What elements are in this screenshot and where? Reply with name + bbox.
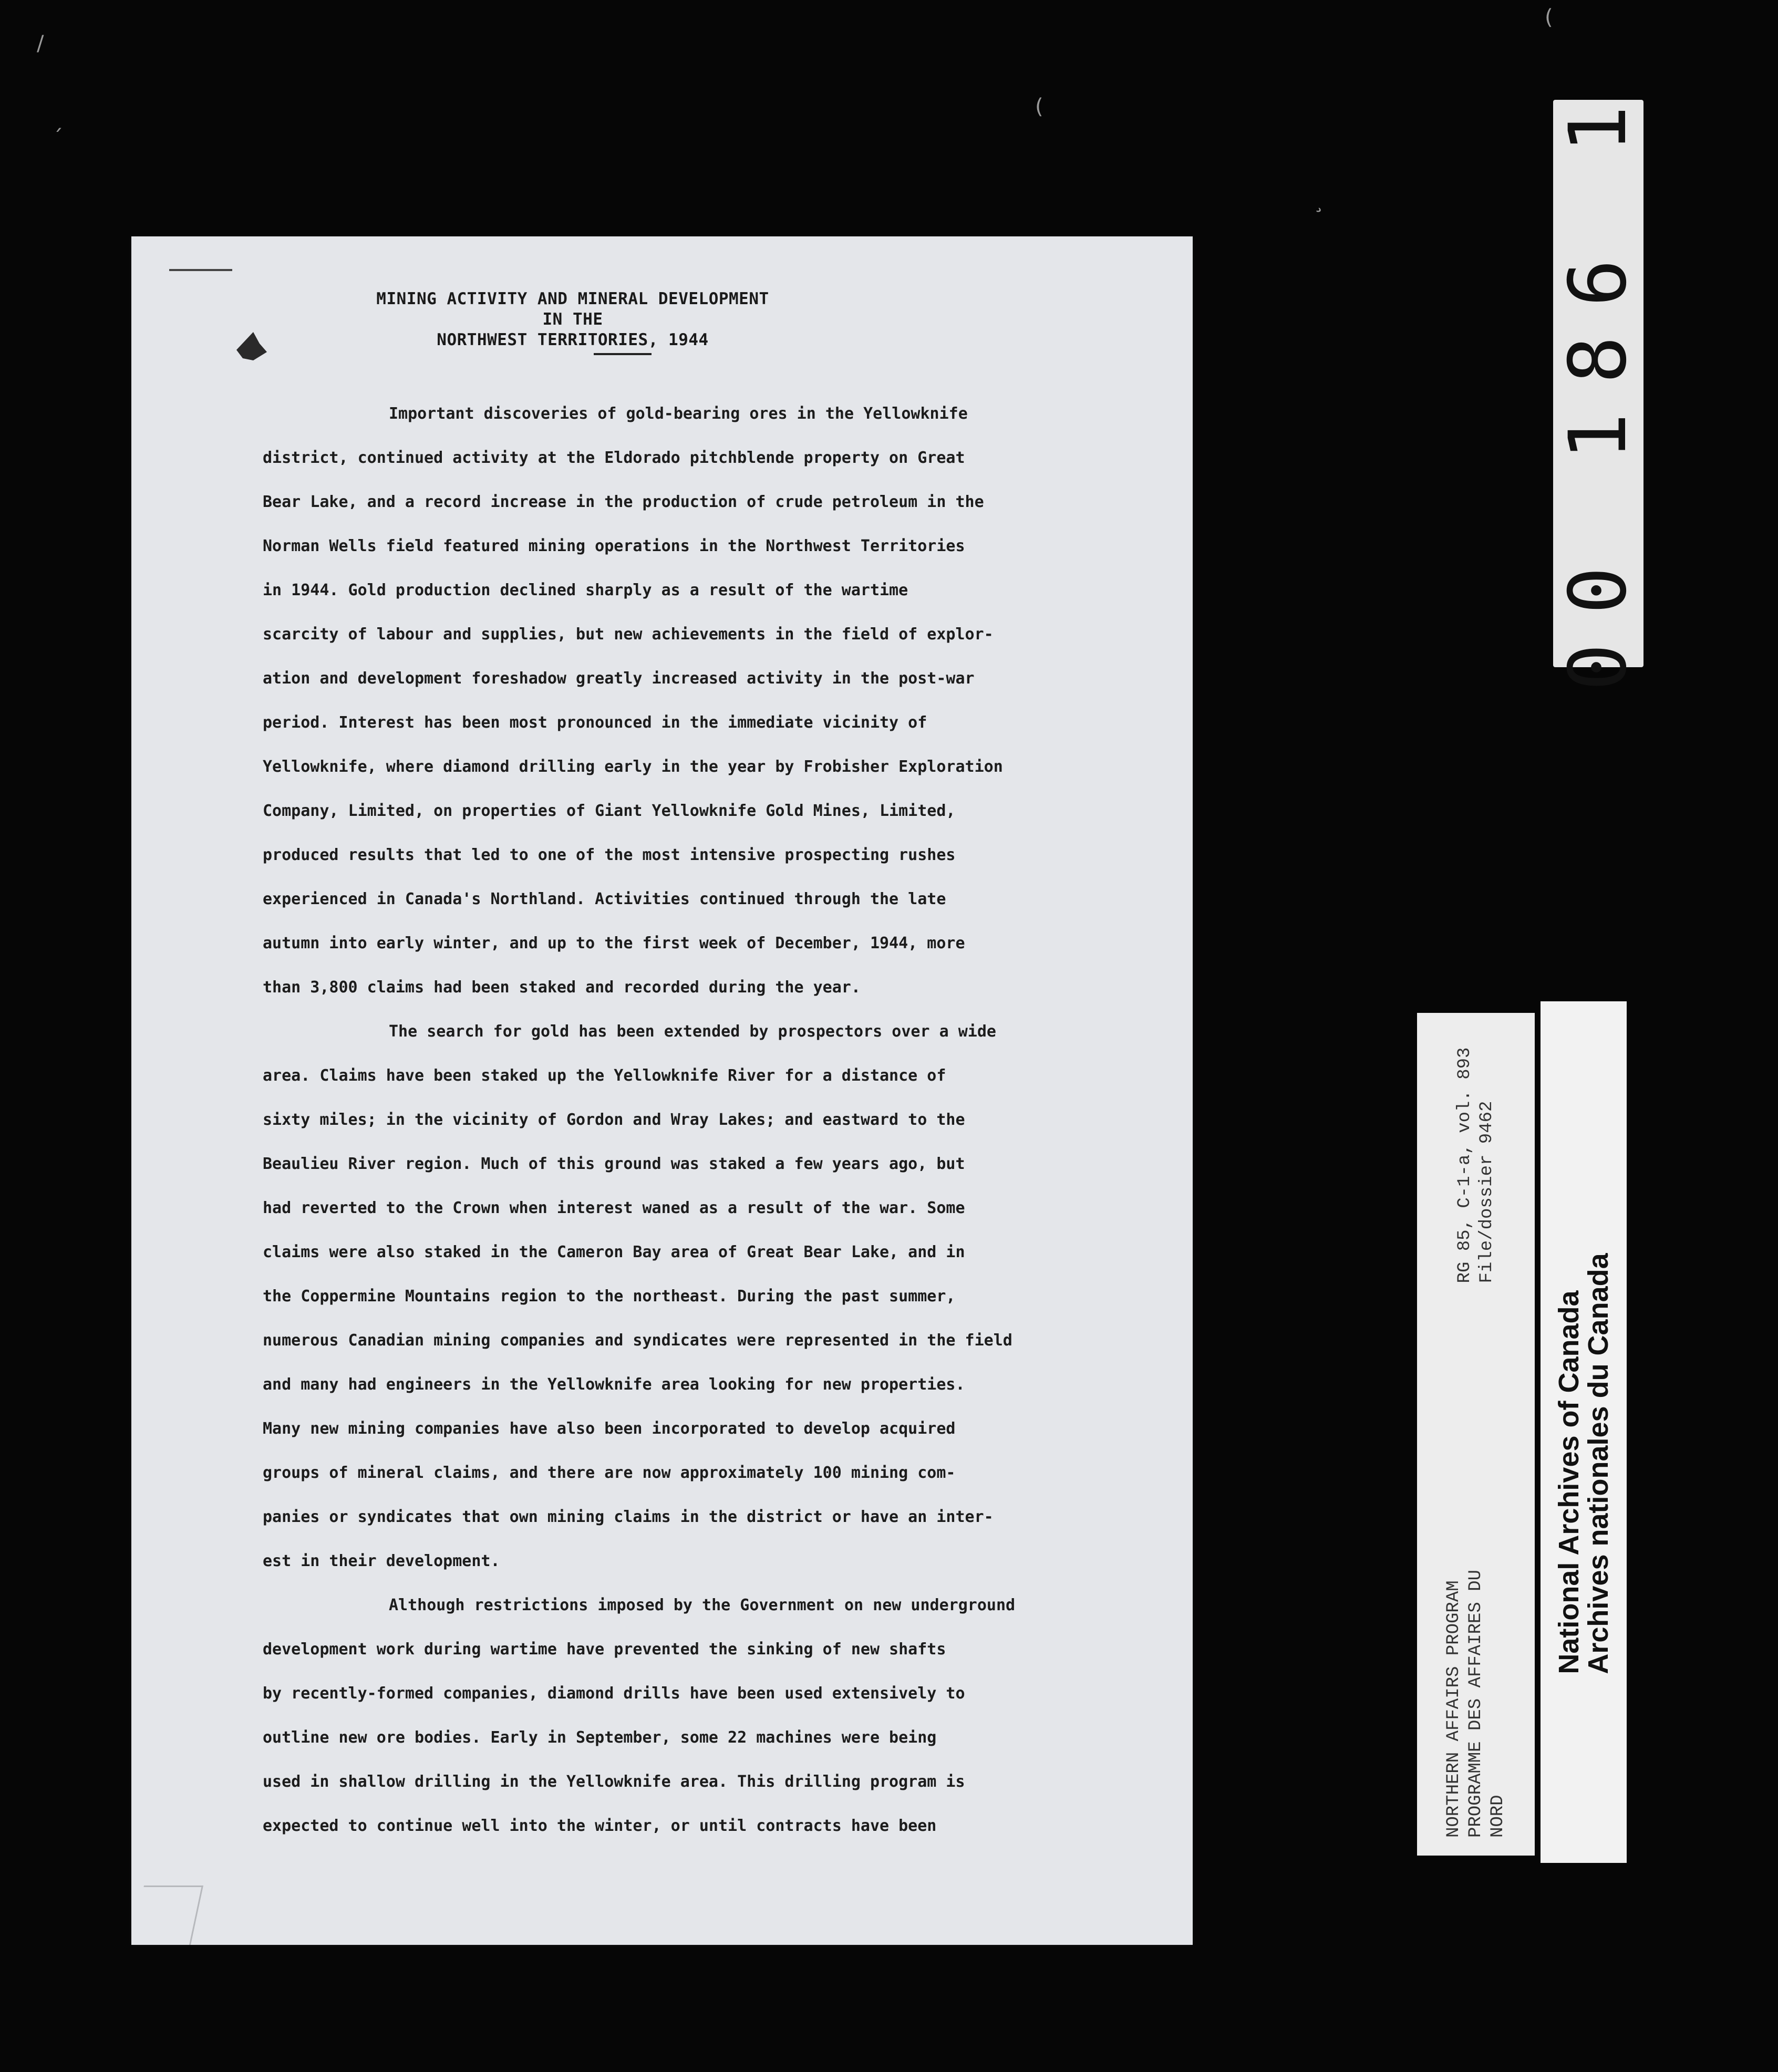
text-line: outline new ore bodies. Early in September, some 22 machines were being [263,1728,937,1747]
text-line: development work during wartime have prevented the sinking of new shafts [263,1640,946,1659]
text-line: Company, Limited, on properties of Giant Yellowknife Gold Mines, Limited, [263,802,956,820]
control-number: 00 186 1 [1553,76,1644,691]
text-line: by recently-formed companies, diamond drills have been used extensively to [263,1684,965,1703]
reference-line: PROGRAMME DES AFFAIRES DU [1466,1569,1486,1838]
document-body [263,392,1135,1848]
archive-name [1554,1253,1613,1674]
text-line: area. Claims have been staked up the Yellowknife River for a distance of [263,1066,946,1085]
text-line: Many new mining companies have also been incorporated to develop acquired [263,1420,956,1438]
text-line: Beaulieu River region. Much of this ground was staked a few years ago, but [263,1155,965,1173]
text-line: autumn into early winter, and up to the first week of December, 1944, more [263,934,965,952]
text-line: panies or syndicates that own mining claims in the district or have an inter- [263,1508,994,1526]
film-speck: ¸ [1314,189,1324,213]
text-line: The search for gold has been extended by prospectors over a wide [389,1022,996,1041]
archival-reference-label [1417,1013,1535,1856]
text-line: claims were also staked in the Cameron Bay area of Great Bear Lake, and in [263,1243,965,1261]
reference-line: NORD [1488,1795,1508,1838]
text-line: est in their development. [263,1552,500,1570]
archive-name-line: Archives nationales du Canada [1583,1253,1614,1674]
text-line: scarcity of labour and supplies, but new achievements in the field of explor- [263,625,994,644]
text-line: sixty miles; in the vicinity of Gordon and Wray Lakes; and eastward to the [263,1111,965,1129]
text-line: Yellowknife, where diamond drilling early in the year by Frobisher Exploration [263,758,1003,776]
title-line: IN THE [542,310,603,329]
text-line: Important discoveries of gold-bearing ores in the Yellowknife [389,405,968,423]
text-line: produced results that led to one of the most intensive prospecting rushes [263,846,956,864]
document-title [263,289,883,350]
text-line: Although restrictions imposed by the Government on new underground [389,1596,1016,1614]
film-speck: ( [1035,95,1043,119]
text-line: the Coppermine Mountains region to the northeast. During the past summer, [263,1287,956,1306]
text-line: than 3,800 claims had been staked and recorded during the year. [263,978,861,997]
text-line: in 1944. Gold production declined sharply as a result of the wartime [263,581,908,599]
text-line: Bear Lake, and a record increase in the production of crude petroleum in the [263,493,984,511]
reference-line: RG 85, C-1-a, vol. 893 [1455,1047,1475,1283]
reference-line: File/dossier 9462 [1477,1101,1497,1283]
text-line: numerous Canadian mining companies and syndicates were represented in the field [263,1331,1012,1350]
document-page [131,236,1193,1945]
folded-page-corner [131,1885,203,1945]
text-line: district, continued activity at the Eldorado pitchblende property on Great [263,449,965,467]
title-line: NORTHWEST TERRITORIES, 1944 [437,330,709,349]
control-number-strip [1553,76,1644,691]
film-speck: ˊ [53,126,63,150]
text-line: experienced in Canada's Northland. Activities continued through the late [263,890,946,908]
text-line: groups of mineral claims, and there are now approximately 100 mining com- [263,1464,956,1482]
film-speck: ( [1545,5,1553,29]
text-line: ation and development foreshadow greatly increased activity in the post-war [263,669,975,688]
reference-program [1443,1570,1509,1838]
reference-citation [1454,1048,1498,1283]
page-dash-mark [169,269,232,271]
title-underline [594,353,652,355]
title-line: MINING ACTIVITY AND MINERAL DEVELOPMENT [376,289,769,308]
text-line: and many had engineers in the Yellowknife area looking for new properties. [263,1375,965,1394]
text-line: Norman Wells field featured mining operations in the Northwest Territories [263,537,965,555]
text-line: used in shallow drilling in the Yellowknife area. This drilling program is [263,1773,965,1791]
film-speck: / [37,32,44,56]
reference-line: NORTHERN AFFAIRS PROGRAM [1444,1580,1464,1838]
archive-name-label [1541,1001,1627,1863]
text-line: period. Interest has been most pronounced in the immediate vicinity of [263,713,927,732]
text-line: had reverted to the Crown when interest waned as a result of the war. Some [263,1199,965,1217]
text-line: expected to continue well into the winter, or until contracts have been [263,1817,937,1835]
archive-name-line: National Archives of Canada [1553,1290,1585,1674]
